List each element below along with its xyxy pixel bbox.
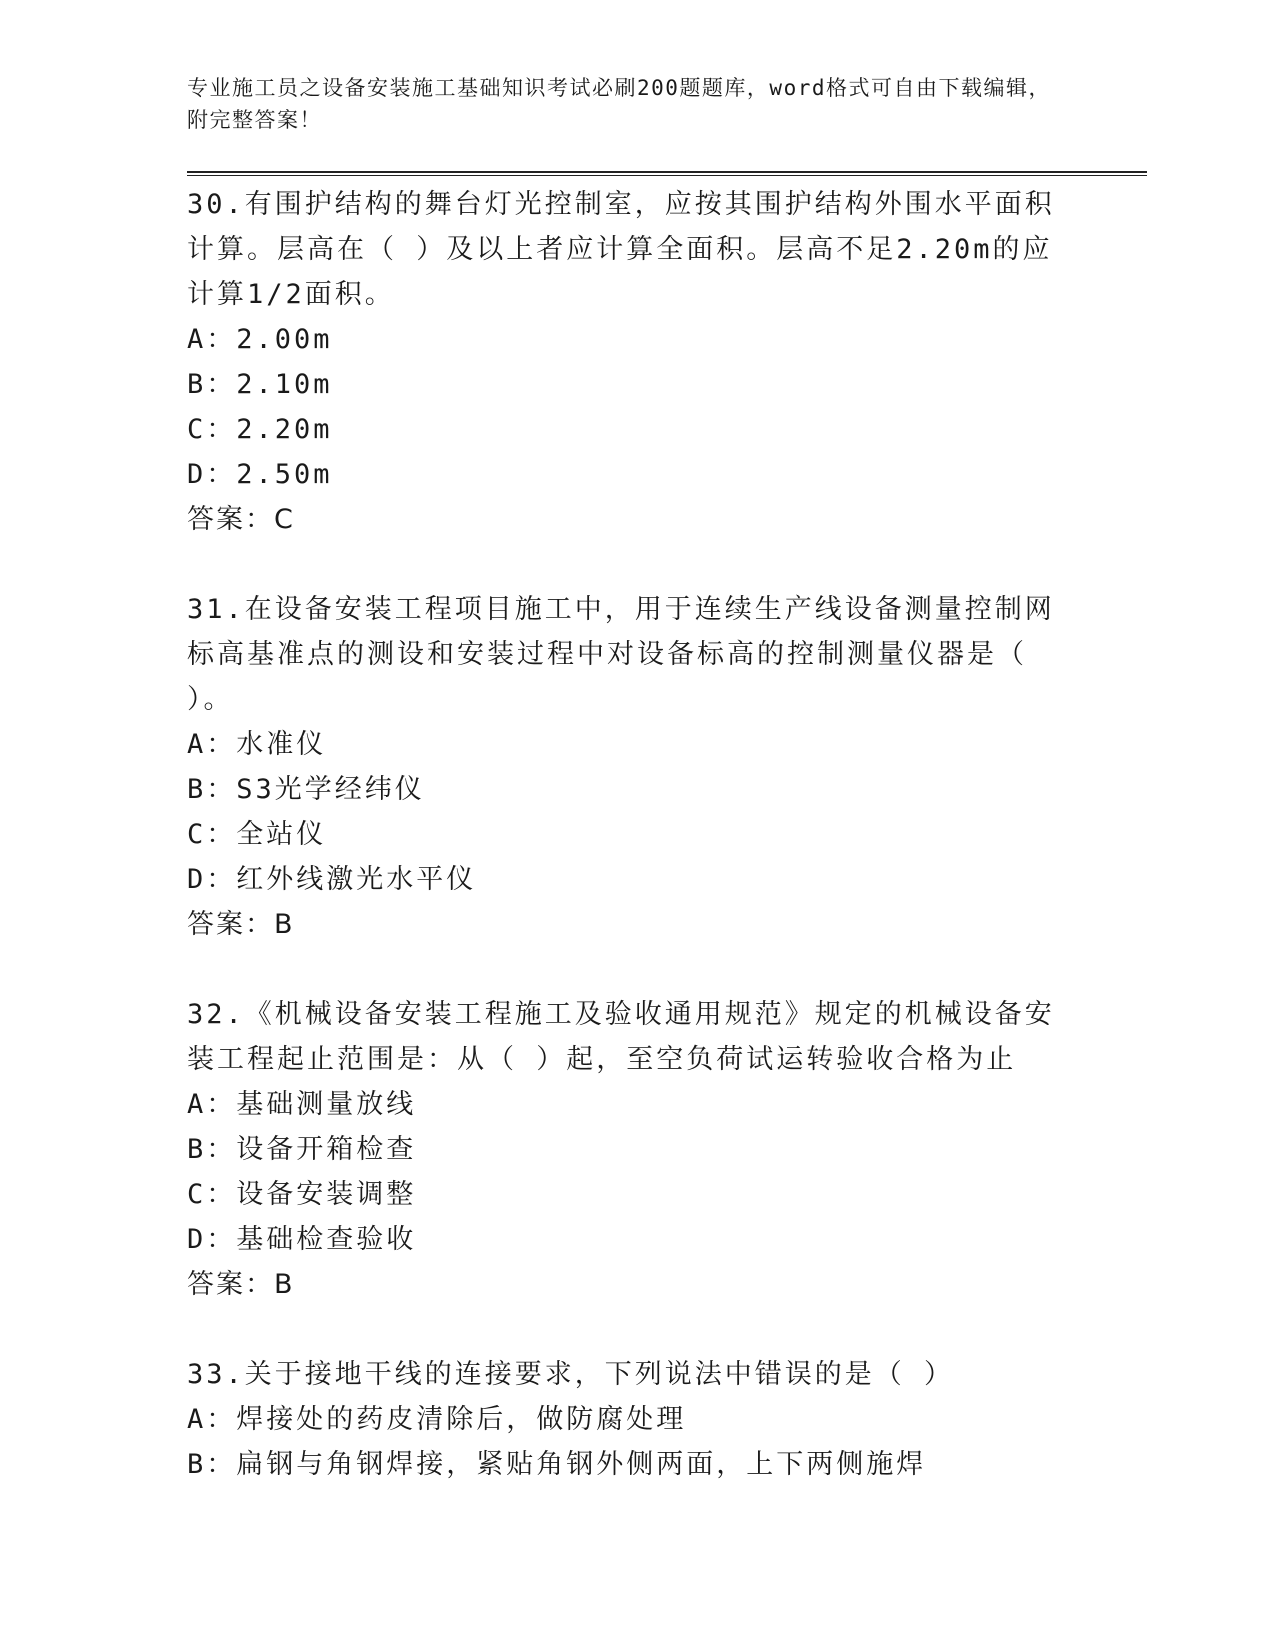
question-30 xyxy=(187,182,1147,542)
answer-line: 答案：B xyxy=(187,909,295,940)
option-c: C：2.20m xyxy=(187,414,333,445)
document-page xyxy=(187,72,1147,1487)
option-b: B：2.10m xyxy=(187,369,333,400)
option-d: D：红外线激光水平仪 xyxy=(187,864,477,895)
question-33 xyxy=(187,1352,1147,1487)
option-a: A：基础测量放线 xyxy=(187,1089,417,1120)
answer-line: 答案：B xyxy=(187,1269,295,1300)
option-b: B：扁钢与角钢焊接，紧贴角钢外侧两面，上下两侧施焊 xyxy=(187,1449,927,1480)
option-a: A：2.00m xyxy=(187,324,333,355)
option-d: D：基础检查验收 xyxy=(187,1224,417,1255)
document-header-title: 专业施工员之设备安装施工基础知识考试必刷200题题库，word格式可自由下载编辑，附完整答案！ xyxy=(187,76,1051,132)
question-32 xyxy=(187,992,1147,1307)
question-stem: 31.在设备安装工程项目施工中，用于连续生产线设备测量控制网标高基准点的测设和安装过程中对设备标高的控制测量仪器是（ ）。 xyxy=(187,594,1055,715)
answer-line: 答案：C xyxy=(187,504,295,535)
option-a: A：水准仪 xyxy=(187,729,327,760)
option-c: C：全站仪 xyxy=(187,819,327,850)
option-c: C：设备安装调整 xyxy=(187,1179,417,1210)
option-d: D：2.50m xyxy=(187,459,333,490)
question-stem: 30.有围护结构的舞台灯光控制室，应按其围护结构外围水平面积计算。层高在（ ）及以上者应计算全面积。层高不足2.20m的应计算1/2面积。 xyxy=(187,189,1055,310)
question-stem: 33.关于接地干线的连接要求，下列说法中错误的是（ ） xyxy=(187,1359,955,1390)
option-b: B：设备开箱检查 xyxy=(187,1134,417,1165)
option-a: A：焊接处的药皮清除后，做防腐处理 xyxy=(187,1404,687,1435)
question-31 xyxy=(187,587,1147,947)
question-stem: 32.《机械设备安装工程施工及验收通用规范》规定的机械设备安装工程起止范围是：从（ ）起，至空负荷试运转验收合格为止 xyxy=(187,999,1055,1075)
option-b: B：S3光学经纬仪 xyxy=(187,774,425,805)
